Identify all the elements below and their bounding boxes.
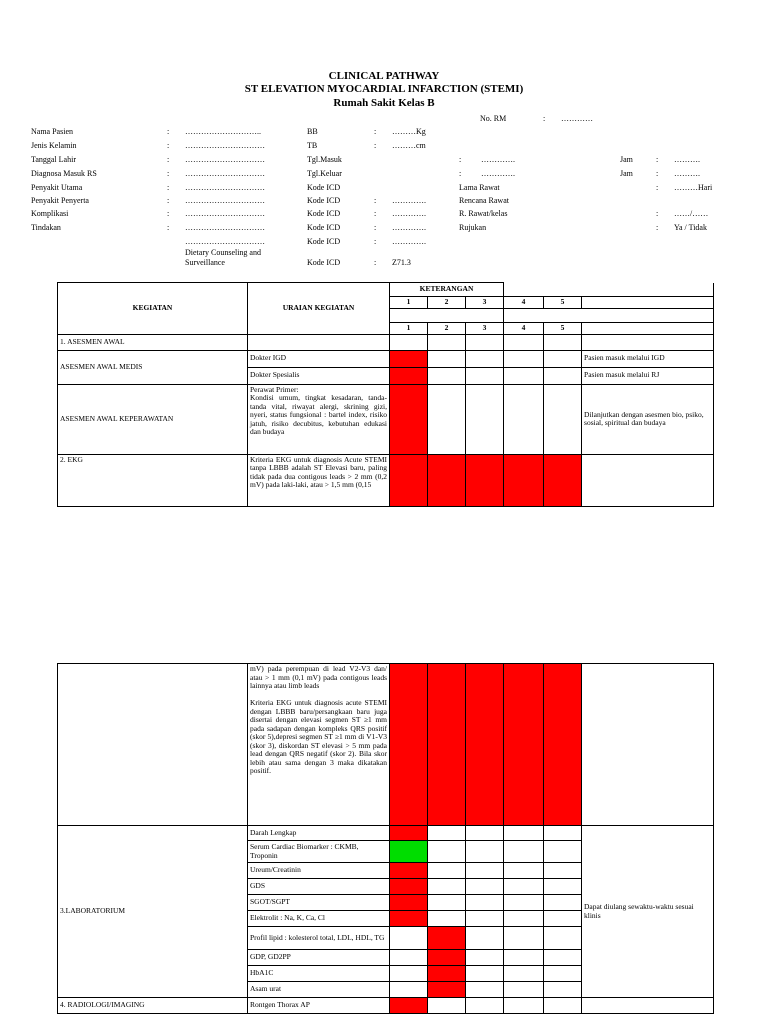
checkbox-red[interactable] xyxy=(390,879,428,895)
checkbox-red[interactable] xyxy=(390,384,428,454)
field-label: Kode ICD xyxy=(307,183,341,192)
field-value[interactable]: …………. xyxy=(392,196,426,205)
checkbox-red[interactable] xyxy=(504,664,544,826)
checkbox[interactable] xyxy=(428,367,466,384)
page-subtitle: ST ELEVATION MYOCARDIAL INFARCTION (STEMI) xyxy=(244,83,524,95)
page-break xyxy=(0,521,768,661)
checkbox-red[interactable] xyxy=(390,664,428,826)
section-radiologi: 4. RADIOLOGI/IMAGING xyxy=(58,998,248,1014)
colon: : xyxy=(374,127,377,136)
checkbox[interactable] xyxy=(544,384,582,454)
checkbox[interactable] xyxy=(504,350,544,367)
blank-cell xyxy=(582,322,714,334)
checkbox-green[interactable] xyxy=(390,841,428,863)
asesmen-keperawatan: ASESMEN AWAL KEPERAWATAN xyxy=(58,384,248,454)
field-value[interactable]: ………cm xyxy=(392,141,426,150)
checkbox-red[interactable] xyxy=(390,454,428,506)
checkbox-red[interactable] xyxy=(428,927,466,950)
blank-cell xyxy=(504,283,714,297)
lab-item: Darah Lengkap xyxy=(248,826,390,841)
colon: : xyxy=(374,223,377,232)
lab-note: Dapat diulang sewaktu-waktu sesuai klinis xyxy=(582,826,714,998)
checkbox-red[interactable] xyxy=(544,454,582,506)
checkbox[interactable] xyxy=(466,350,504,367)
checkbox[interactable] xyxy=(504,384,544,454)
field-value[interactable]: ………………………… xyxy=(185,223,265,232)
field-label: Tanggal Lahir xyxy=(31,155,76,164)
checkbox-red[interactable] xyxy=(390,826,428,841)
colon: : xyxy=(374,196,377,205)
day-header: 1 xyxy=(390,322,428,334)
day-header: 2 xyxy=(428,297,466,309)
field-value[interactable]: …………. xyxy=(392,237,426,246)
field-label: Kode ICD xyxy=(307,209,341,218)
field-label: Kode ICD xyxy=(307,196,341,205)
field-value[interactable]: Ya / Tidak xyxy=(674,223,707,232)
field-value[interactable]: ………Kg xyxy=(392,127,426,136)
field-label: Kode ICD xyxy=(307,223,341,232)
colon: : xyxy=(167,209,170,218)
field-value[interactable]: …………. xyxy=(392,209,426,218)
day-header: 5 xyxy=(544,322,582,334)
day-header: 2 xyxy=(428,322,466,334)
checkbox[interactable] xyxy=(428,384,466,454)
lab-item: GDP, GD2PP xyxy=(248,950,390,966)
field-label: Lama Rawat xyxy=(459,183,500,192)
lab-item: Serum Cardiac Biomarker : CKMB, Troponin xyxy=(248,841,390,863)
lab-item: Elektrolit : Na, K, Ca, Cl xyxy=(248,911,390,927)
colon: : xyxy=(167,169,170,178)
dietary-label: Dietary Counseling and Surveillance xyxy=(185,248,261,267)
uraian-header: URAIAN KEGIATAN xyxy=(248,283,390,335)
section-laboratorium: 3.LABORATORIUM xyxy=(58,826,248,998)
kegiatan-header: KEGIATAN xyxy=(58,283,248,335)
lab-item: Asam urat xyxy=(248,982,390,998)
colon: : xyxy=(656,223,659,232)
blank-cell xyxy=(504,308,714,322)
colon: : xyxy=(374,209,377,218)
colon: : xyxy=(459,155,462,164)
checkbox-red[interactable] xyxy=(466,454,504,506)
checkbox-red[interactable] xyxy=(428,982,466,998)
blank-cell xyxy=(390,308,504,322)
lab-item: Profil lipid : kolesterol total, LDL, HDL, TG xyxy=(248,927,390,950)
checkbox[interactable] xyxy=(428,350,466,367)
lab-item: SGOT/SGPT xyxy=(248,895,390,911)
field-label: Tgl.Keluar xyxy=(307,169,342,178)
blank-cell xyxy=(582,998,714,1014)
field-value[interactable]: ………………………… xyxy=(185,237,265,246)
colon: : xyxy=(656,169,659,178)
checkbox-red[interactable] xyxy=(390,998,428,1014)
field-value[interactable]: …………. xyxy=(481,155,515,164)
field-label: Penyakit Penyerta xyxy=(31,196,89,205)
checkbox-red[interactable] xyxy=(428,454,466,506)
rontgen-item: Rontgen Thorax AP xyxy=(248,998,390,1014)
checkbox-red[interactable] xyxy=(390,895,428,911)
colon: : xyxy=(374,258,377,267)
colon: : xyxy=(656,209,659,218)
checkbox-red[interactable] xyxy=(466,664,504,826)
field-value[interactable]: ………. xyxy=(674,169,700,178)
field-label: R. Rawat/kelas xyxy=(459,209,508,218)
colon: : xyxy=(543,114,546,123)
checkbox-red[interactable] xyxy=(390,367,428,384)
checkbox[interactable] xyxy=(544,367,582,384)
colon: : xyxy=(167,127,170,136)
field-label: TB xyxy=(307,141,318,150)
asesmen-medis: ASESMEN AWAL MEDIS xyxy=(58,350,248,384)
field-value[interactable]: …………. xyxy=(481,169,515,178)
checkbox-red[interactable] xyxy=(390,863,428,879)
field-label: Rencana Rawat xyxy=(459,196,509,205)
field-label: Jam xyxy=(620,155,633,164)
pathway-table-part2 xyxy=(57,663,714,1014)
field-value[interactable]: ………………………… xyxy=(185,155,265,164)
section-asesmen-awal: 1. ASESMEN AWAL xyxy=(58,334,248,350)
field-label: Rujukan xyxy=(459,223,487,232)
perawat-text: Perawat Primer: Kondisi umum, tingkat kesadaran, tanda-tanda vital, riwayat alergi, skrining gizi, nyeri, status fungsional : bartel index, risiko jatuh, risiko decubitus, kebutuhan edukasi dan budaya xyxy=(248,384,390,454)
lab-item: HbA1C xyxy=(248,966,390,982)
day-header: 4 xyxy=(504,322,544,334)
checkbox[interactable] xyxy=(466,367,504,384)
field-label: Nama Pasien xyxy=(31,127,73,136)
day-header: 3 xyxy=(466,297,504,309)
dokter-igd: Dokter IGD xyxy=(248,350,390,367)
colon: : xyxy=(459,169,462,178)
note-keperawatan: Dilanjutkan dengan asesmen bio, psiko, sosial, spiritual dan budaya xyxy=(582,384,714,454)
colon: : xyxy=(656,183,659,192)
field-label: Jam xyxy=(620,169,633,178)
ekg-text-2: mV) pada perempuan di lead V2-V3 dan/ atau > 1 mm (0,1 mV) pada contigous leads lainnya atau limb leads Kriteria EKG untuk diagnosis acute STEMI dengan LBBB baru/persangkaan baru juga disertai dengan elevasi segmen ST ≥1 mm pada sadapan dengan kompleks QRS positif (skor 5),depresi segmen ST ≥1 mm di V1-V3 (skor 3), diskordan ST elevasi > 5 mm pada lead dengan QRS negatif (skor 2). Bila skor lebih atau sama dengan 3 maka dikatakan positif. xyxy=(248,664,390,826)
field-label: Komplikasi xyxy=(31,209,69,218)
field-value[interactable]: …………. xyxy=(392,223,426,232)
dokter-spesialis: Dokter Spesialis xyxy=(248,367,390,384)
colon: : xyxy=(374,141,377,150)
colon: : xyxy=(374,237,377,246)
field-value[interactable]: ………………………… xyxy=(185,141,265,150)
field-value[interactable]: ………………………… xyxy=(185,196,265,205)
day-header: 3 xyxy=(466,322,504,334)
field-label: Kode ICD xyxy=(307,258,341,267)
no-rm-value[interactable]: ………… xyxy=(561,114,593,123)
field-label: Jenis Kelamin xyxy=(31,141,77,150)
field-label: Diagnosa Masuk RS xyxy=(31,169,97,178)
colon: : xyxy=(167,196,170,205)
page-title: CLINICAL PATHWAY xyxy=(328,70,440,82)
colon: : xyxy=(656,155,659,164)
field-value[interactable]: ……………………….. xyxy=(185,127,261,136)
checkbox-red[interactable] xyxy=(428,950,466,966)
blank-cell xyxy=(582,664,714,826)
field-value[interactable]: ……/…… xyxy=(674,209,709,218)
colon: : xyxy=(167,141,170,150)
colon: : xyxy=(167,155,170,164)
checkbox-red[interactable] xyxy=(504,454,544,506)
lab-item: Ureum/Creatinin xyxy=(248,863,390,879)
note-rj: Pasien masuk melalui RJ xyxy=(582,367,714,384)
no-rm-label: No. RM xyxy=(480,114,507,123)
field-label: Tgl.Masuk xyxy=(307,155,342,164)
checkbox-red[interactable] xyxy=(390,911,428,927)
field-value[interactable]: Z71.3 xyxy=(392,258,411,267)
field-value[interactable]: ………Hari xyxy=(674,183,713,192)
hospital-class: Rumah Sakit Kelas B xyxy=(333,97,435,109)
checkbox-red[interactable] xyxy=(390,350,428,367)
note-igd: Pasien masuk melalui IGD xyxy=(582,350,714,367)
ekg-text-1: Kriteria EKG untuk diagnosis Acute STEMI tanpa LBBB adalah ST Elevasi baru, paling tidak pada dua contigous leads > 2 mm (0,2 mV) pada laki-laki, atau > 1,5 mm (0,15 xyxy=(248,454,390,506)
field-value[interactable]: ………………………… xyxy=(185,183,265,192)
section-ekg: 2. EKG xyxy=(58,454,248,506)
colon: : xyxy=(167,223,170,232)
pathway-table-part1 xyxy=(57,282,714,507)
day-header: 1 xyxy=(390,297,428,309)
checkbox-red[interactable] xyxy=(428,966,466,982)
blank-cell xyxy=(582,454,714,506)
field-label: BB xyxy=(307,127,318,136)
blank-cell xyxy=(582,297,714,309)
field-label: Penyakit Utama xyxy=(31,183,83,192)
field-label: Kode ICD xyxy=(307,237,341,246)
keterangan-header: KETERANGAN xyxy=(390,283,504,297)
checkbox-red[interactable] xyxy=(544,664,582,826)
checkbox[interactable] xyxy=(544,350,582,367)
checkbox-red[interactable] xyxy=(428,664,466,826)
field-value[interactable]: ………. xyxy=(674,155,700,164)
field-value[interactable]: ………………………… xyxy=(185,209,265,218)
day-header: 5 xyxy=(544,297,582,309)
colon: : xyxy=(167,183,170,192)
lab-item: GDS xyxy=(248,879,390,895)
checkbox[interactable] xyxy=(504,367,544,384)
day-header: 4 xyxy=(504,297,544,309)
field-label: Tindakan xyxy=(31,223,61,232)
field-value[interactable]: ………………………… xyxy=(185,169,265,178)
checkbox[interactable] xyxy=(466,384,504,454)
blank-cell xyxy=(58,664,248,826)
